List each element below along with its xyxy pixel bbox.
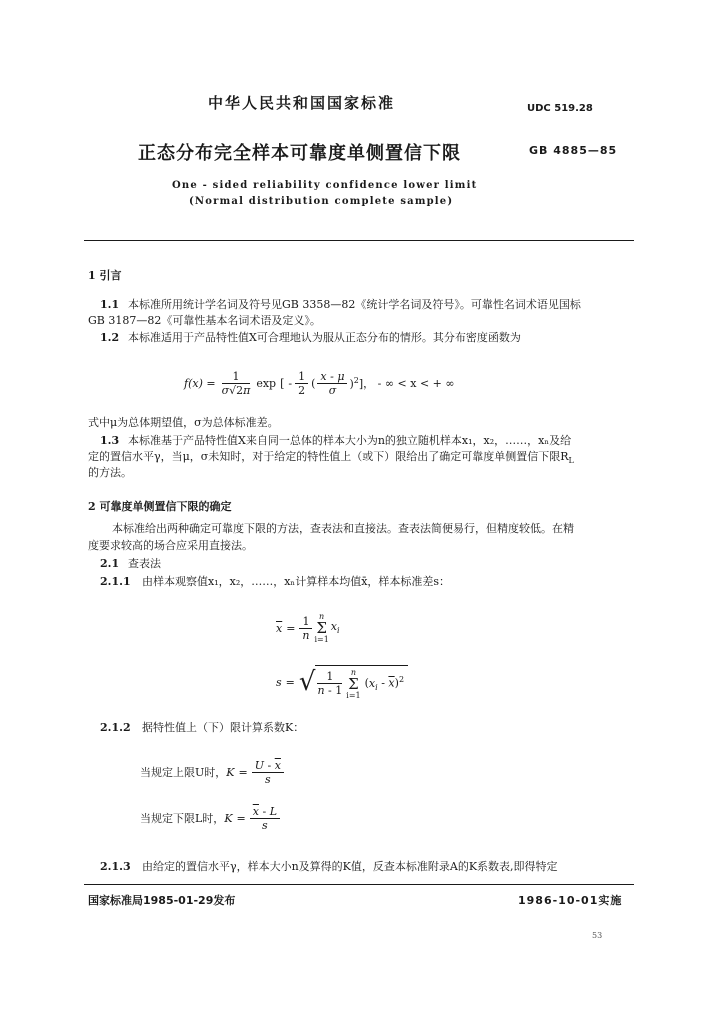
clause-1-3-text-cont: 定的置信水平γ，当μ，σ未知时，对于给定的特性值上（或下）限给出了确定可靠度单侧置信下限$R_L$ — [88, 450, 574, 466]
clause-2-1-1-number: 2.1.1 — [100, 575, 131, 588]
effective-date: 1986-10-01实施 — [518, 894, 623, 907]
density-formula: f(x) = $\frac{1}{\sigma√2\pi}$ exp [ - $\frac{1}{2}$ ( $\frac{x - \mu}{\sigma}$ )$^2$] ， - ∞ < x < + ∞ — [184, 369, 455, 397]
clause-1-3-text-end: 的方法。 — [88, 466, 132, 479]
clause-2-1-2-number: 2.1.2 — [100, 721, 131, 734]
k-upper-label: 当规定上限U时， — [140, 766, 227, 779]
clause-1-1-text: 本标准所用统计学名词及符号见GB 3358—82《统计学名词及符号》。可靠性名词术语见国标 — [128, 298, 581, 311]
formula-explanation: 式中μ为总体期望值，σ为总体标准差。 — [88, 416, 279, 429]
k-lower-label: 当规定下限L时， — [140, 812, 225, 825]
footer-rule — [84, 884, 634, 885]
clause-2-1-3-text: 由给定的置信水平γ，样本大小n及算得的K值，反查本标准附录A的K系数表,即得特定 — [142, 860, 558, 873]
clause-2-1-title: 查表法 — [128, 557, 161, 570]
clause-2-1-1-text: 由样本观察值x₁，x₂，……，xₙ计算样本均值x̄，样本标准差s： — [142, 575, 451, 588]
document-title-en: One - sided reliability confidence lower limit — [172, 180, 478, 191]
clause-1-1-text-cont: GB 3187—82《可靠性基本名词术语及定义》。 — [88, 314, 321, 327]
clause-1-3-number: 1.3 — [100, 434, 120, 447]
stddev-formula: s = √ $\frac{1}{n - 1}$ n Σ i=1 $(x_i - \overline{x})^2$ — [276, 662, 408, 702]
mean-formula: $\overline{x}$ = $\frac{1}{n}$ n Σ i=1 $x_i$ — [276, 612, 340, 644]
formula-range: ， - ∞ < x < + ∞ — [363, 377, 455, 390]
k-upper-formula: 当规定上限U时， K = $\frac{U - \overline{x}}{s}$ — [140, 754, 284, 790]
section-1-title: 1 引言 — [88, 269, 122, 282]
formula-exp: exp — [256, 376, 277, 390]
clause-1-2-text: 本标准适用于产品特性值X可合理地认为服从正态分布的情形。其分布密度函数为 — [128, 331, 521, 344]
issued-date: 国家标准局1985-01-29发布 — [88, 894, 236, 907]
formula-lhs: f(x) = — [184, 376, 216, 390]
clause-2-1-3-number: 2.1.3 — [100, 860, 131, 873]
header-rule — [84, 240, 634, 241]
page-number: 53 — [592, 931, 603, 940]
national-standard-heading: 中华人民共和国国家标准 — [208, 94, 396, 112]
document-subtitle-en: (Normal distribution complete sample) — [189, 196, 454, 207]
section-2-intro: 本标准给出两种确定可靠度下限的方法，查表法和直接法。查表法简便易行，但精度较低。在精 — [112, 522, 574, 535]
clause-1-1-number: 1.1 — [100, 298, 120, 311]
udc-code: UDC 519.28 — [527, 103, 593, 114]
section-2-intro-cont: 度要求较高的场合应采用直接法。 — [88, 539, 253, 552]
k-lower-formula: 当规定下限L时， K = $\frac{\overline{x} - L}{s}$ — [140, 800, 280, 836]
clause-2-1-number: 2.1 — [100, 557, 120, 570]
document-title-cn: 正态分布完全样本可靠度单侧置信下限 — [138, 143, 461, 164]
clause-2-1-2-text: 据特性值上（下）限计算系数K： — [142, 721, 305, 734]
clause-1-2-number: 1.2 — [100, 331, 120, 344]
gb-code: GB 4885—85 — [529, 144, 618, 157]
section-2-title: 2 可靠度单侧置信下限的确定 — [88, 500, 232, 513]
clause-1-3-text: 本标准基于产品特性值X来自同一总体的样本大小为n的独立随机样本x₁，x₂，……，xₙ及给 — [128, 434, 572, 447]
